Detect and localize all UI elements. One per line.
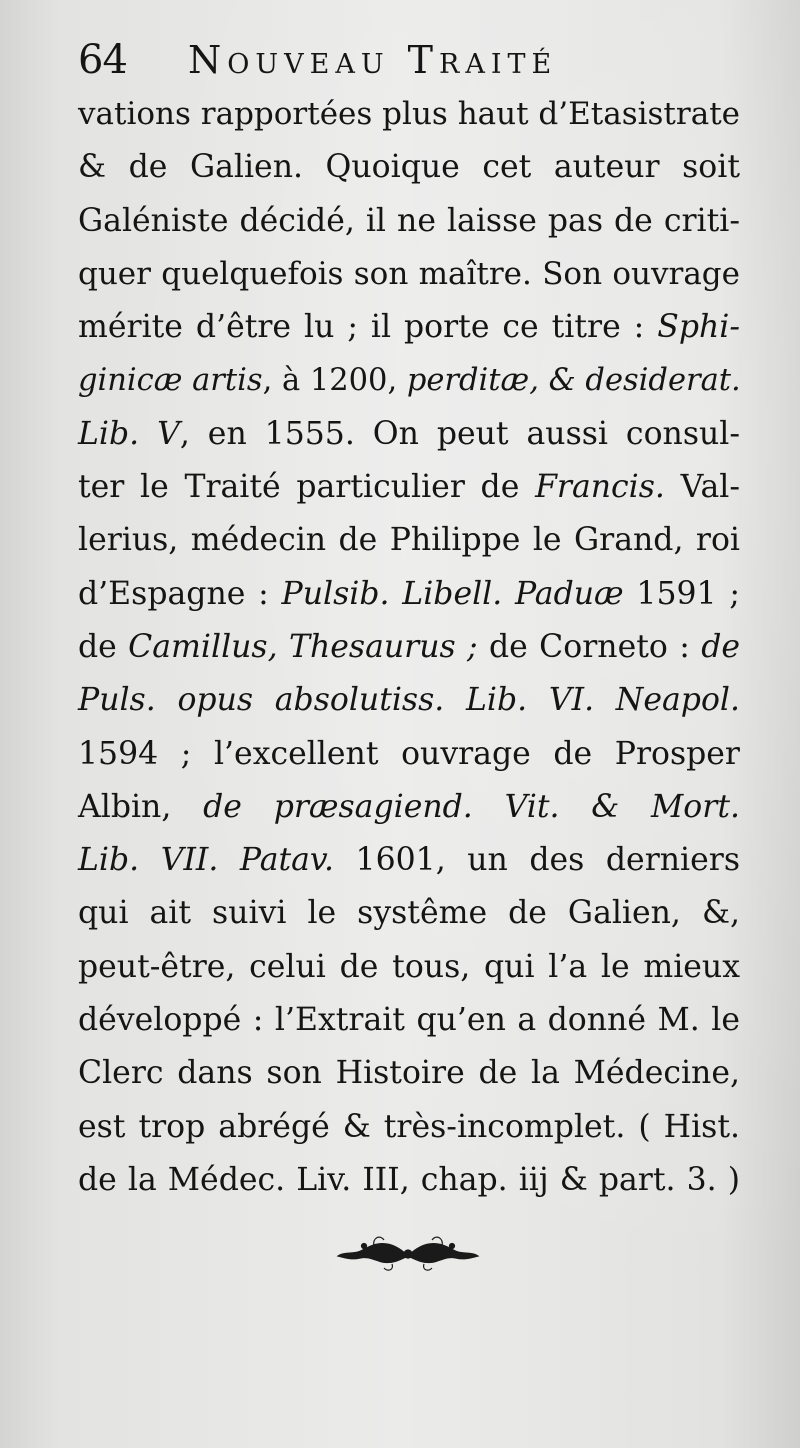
text-run: d’Espagne : (78, 575, 282, 612)
italic-run: Sphi- (657, 309, 740, 346)
running-head: Nouveau Traité (188, 38, 558, 82)
text-line (78, 887, 740, 940)
text-line (78, 781, 740, 834)
italic-run: perditæ, & desiderat. (406, 363, 741, 399)
text-run: de la Médec. Liv. III, chap. iij & part. 3. ) (78, 1161, 740, 1198)
text-line (78, 141, 740, 194)
text-line (78, 1154, 740, 1207)
text-run: de Corneto : (477, 628, 702, 665)
text-line (78, 354, 740, 407)
text-line (78, 514, 740, 567)
text-line (78, 834, 740, 887)
body-text (78, 88, 740, 1207)
text-run: développé : l’Extrait qu’en a donné M. le (78, 1002, 740, 1039)
italic-run: de præsagiend. Vit. & Mort. (203, 788, 741, 825)
text-run: Albin, (78, 788, 204, 825)
text-line (78, 994, 740, 1047)
italic-run: Pulsib. Libell. Paduæ (281, 575, 624, 612)
text-run: peut-être, celui de tous, qui l’a le mieux (78, 948, 740, 985)
text-run: lerius, médecin de Philippe le Grand, roi (78, 522, 740, 559)
text-run: Val- (664, 469, 740, 506)
text-run: , en 1555. On peut aussi consul- (179, 415, 740, 452)
text-line (78, 1101, 740, 1154)
text-run: 1594 ; l’excellent ouvrage de Prosper (78, 735, 740, 772)
text-line (78, 461, 740, 514)
text-line (78, 301, 740, 354)
text-run: , à 1200, (262, 363, 407, 399)
italic-run: Puls. opus absolutiss. Lib. VI. Neapol. (78, 682, 740, 719)
fleuron-ornament-icon (334, 1230, 482, 1274)
italic-run: Francis. (535, 469, 665, 506)
italic-run: de (701, 628, 740, 665)
text-line (78, 941, 740, 994)
text-run: qui ait suivi le systême de Galien, &, (78, 895, 740, 932)
italic-run: Lib. V (78, 415, 180, 452)
text-run: Clerc dans son Histoire de la Médecine, (78, 1055, 740, 1092)
text-run: & de Galien. Quoique cet auteur soit (78, 149, 740, 186)
text-line (78, 621, 740, 674)
page-header (78, 30, 738, 90)
text-line (78, 248, 740, 301)
italic-run: ginicæ artis (78, 363, 263, 399)
text-run: quer quelquefois son maître. Son ouvrage (78, 255, 740, 292)
text-run: 1601, un des derniers (333, 842, 740, 879)
text-line (78, 195, 740, 248)
text-line (78, 728, 740, 781)
text-line (78, 674, 740, 727)
italic-run: Lib. VII. Patav. (78, 842, 334, 879)
text-run: vations rapportées plus haut d’Etasistrate (78, 96, 740, 132)
text-line (78, 88, 740, 141)
italic-run: Camillus, Thesaurus ; (128, 628, 478, 665)
text-run: de (78, 628, 129, 665)
text-run: ter le Traité particulier de (78, 469, 536, 506)
text-run: 1591 ; (623, 575, 740, 612)
text-run: mérite d’être lu ; il porte ce titre : (78, 309, 658, 346)
page-number: 64 (78, 37, 127, 83)
text-run: Galéniste décidé, il ne laisse pas de criti- (78, 202, 740, 239)
text-line (78, 408, 740, 461)
text-line (78, 1047, 740, 1100)
text-run: est trop abrégé & très-incomplet. ( Hist. (78, 1108, 740, 1145)
text-line (78, 568, 740, 621)
